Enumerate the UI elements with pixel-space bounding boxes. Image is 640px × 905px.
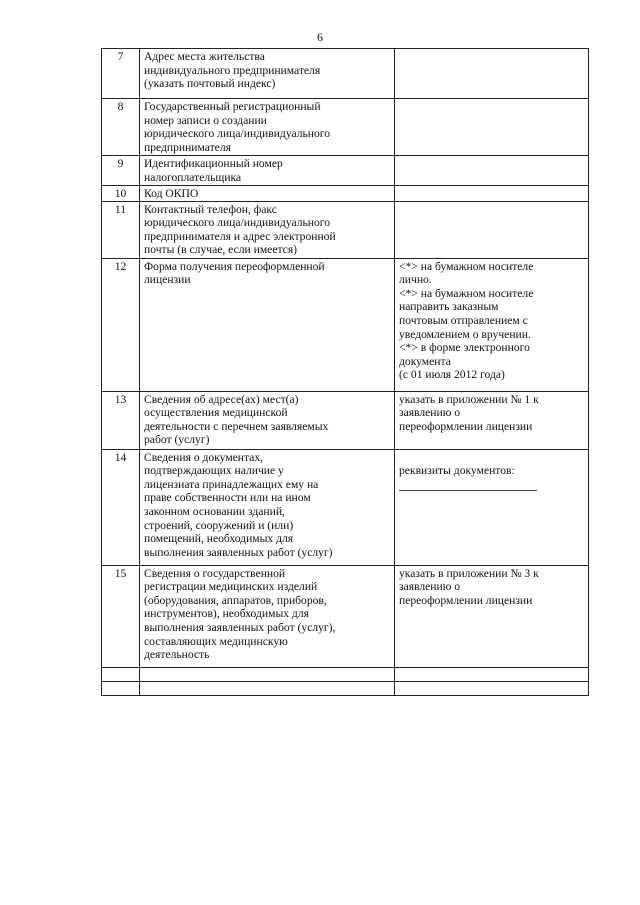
row-label: Сведения о документах, подтверждающих наличие у лицензиата принадлежащих ему на праве собственности или на ином законном основании зданий, строений, сооружений и (или) помещений, необходимых для выполнения заявленных работ (услуг) <box>140 449 395 565</box>
table-row <box>102 449 589 565</box>
row-value <box>395 681 589 695</box>
row-value: <*> на бумажном носителе лично. <*> на бумажном носителе направить заказным почтовым отправлением с уведомлением о вручении. <*> в форме электронного документа (с 01 июля 2012 года) <box>395 258 589 391</box>
row-value <box>395 186 589 202</box>
row-number <box>102 681 140 695</box>
row-value <box>395 449 589 565</box>
row-number: 14 <box>102 449 140 565</box>
table-row <box>102 49 589 99</box>
row-label: Сведения об адресе(ах) мест(а) осуществления медицинской деятельности с перечнем заявляемых работ (услуг) <box>140 391 395 449</box>
row-label: Идентификационный номер налогоплательщика <box>140 156 395 186</box>
row-label: Контактный телефон, факс юридического лица/индивидуального предпринимателя и адрес электронной почты (в случае, если имеется) <box>140 201 395 258</box>
row-value <box>395 201 589 258</box>
table-row <box>102 201 589 258</box>
page-number: 6 <box>317 30 323 44</box>
requisites-fill-line <box>399 478 537 491</box>
row-label <box>140 667 395 681</box>
row-number: 8 <box>102 99 140 156</box>
row-number: 7 <box>102 49 140 99</box>
license-application-table <box>101 48 589 696</box>
row-value <box>395 156 589 186</box>
row-number <box>102 667 140 681</box>
row-value <box>395 667 589 681</box>
row-value-text: реквизиты документов: <box>399 464 515 478</box>
table-row <box>102 99 589 156</box>
table-row <box>102 667 589 681</box>
table-row <box>102 156 589 186</box>
row-value <box>395 99 589 156</box>
table-row <box>102 391 589 449</box>
row-number: 9 <box>102 156 140 186</box>
table-row <box>102 186 589 202</box>
row-label: Адрес места жительства индивидуального предпринимателя (указать почтовый индекс) <box>140 49 395 99</box>
row-value: указать в приложении № 1 к заявлению о переоформлении лицензии <box>395 391 589 449</box>
row-value <box>395 49 589 99</box>
table-row <box>102 565 589 667</box>
row-value: указать в приложении № 3 к заявлению о переоформлении лицензии <box>395 565 589 667</box>
row-label: Сведения о государственной регистрации медицинских изделий (оборудования, аппаратов, приборов, инструментов), необходимых для выполнения заявленных работ (услуг), составляющих медицинскую деятельность <box>140 565 395 667</box>
row-number: 10 <box>102 186 140 202</box>
row-label: Государственный регистрационный номер записи о создании юридического лица/индивидуального предпринимателя <box>140 99 395 156</box>
table-row <box>102 258 589 391</box>
row-number: 15 <box>102 565 140 667</box>
row-label <box>140 681 395 695</box>
row-label: Код ОКПО <box>140 186 395 202</box>
table-row <box>102 681 589 695</box>
row-label: Форма получения переоформленной лицензии <box>140 258 395 391</box>
row-number: 12 <box>102 258 140 391</box>
row-number: 13 <box>102 391 140 449</box>
row-number: 11 <box>102 201 140 258</box>
